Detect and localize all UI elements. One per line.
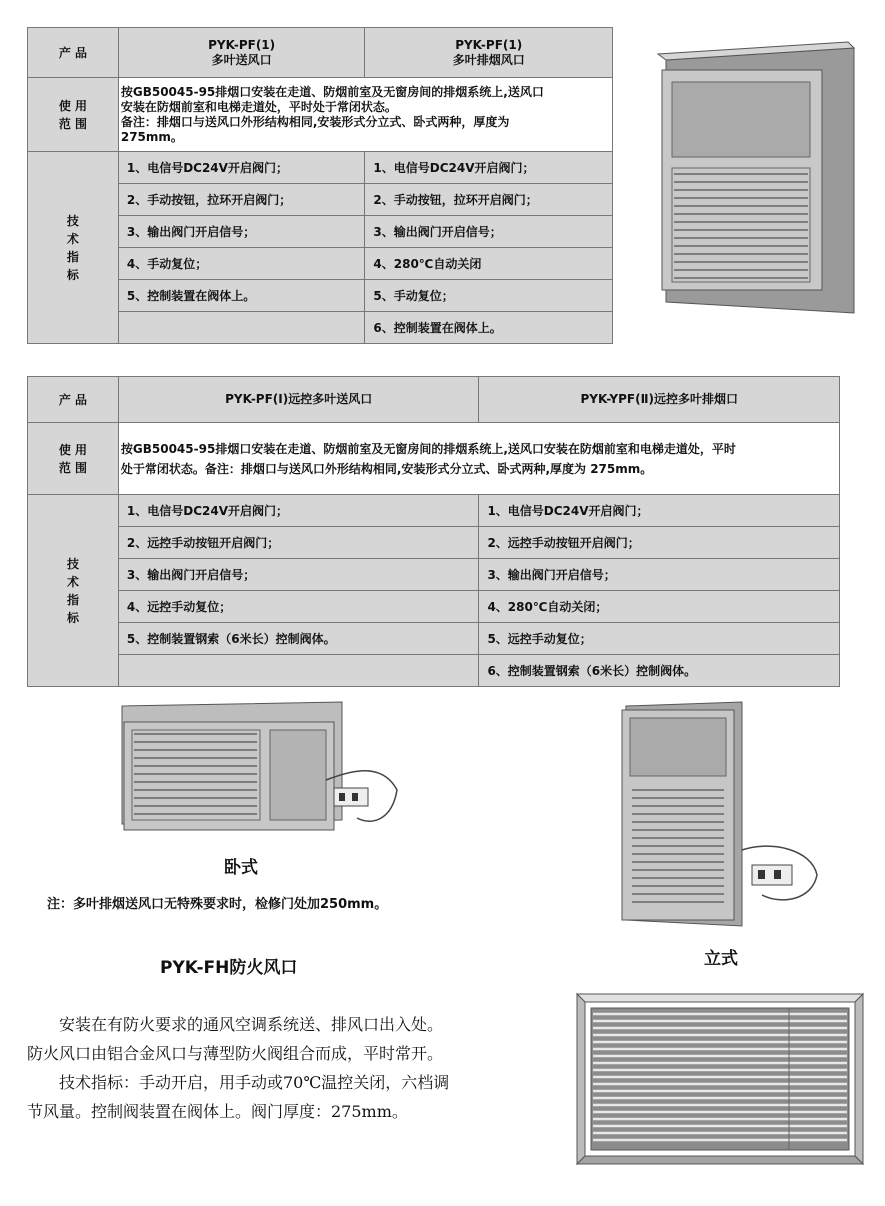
caption-horizontal: 卧式: [224, 858, 258, 878]
spec-item: 2、手动按钮，拉环开启阀门；: [118, 184, 365, 216]
fh-title: PYK-FH防火风口: [160, 958, 298, 978]
spec-item: [118, 312, 365, 344]
vent-photo-vertical-remote: [612, 700, 827, 930]
spec-item: 4、280℃自动关闭；: [479, 591, 840, 623]
fh-para-2-line-2: 节风量。控制阀装置在阀体上。阀门厚度：275mm。: [27, 1102, 408, 1121]
spec-item: 2、远控手动按钮开启阀门；: [479, 527, 840, 559]
scope-label: 使 用 范 围: [28, 423, 119, 495]
spec-item: 6、控制装置在阀体上。: [365, 312, 613, 344]
spec-item: 3、输出阀门开启信号；: [118, 216, 365, 248]
fh-description: [27, 1010, 547, 1126]
scope-label: 使 用 范 围: [28, 78, 119, 152]
fh-vent-photo: [575, 992, 865, 1167]
spec-table-2: [27, 376, 840, 687]
col2-title: PYK-PF(1) 多叶排烟风口: [365, 28, 613, 78]
spec-item: 5、远控手动复位；: [479, 623, 840, 655]
fh-para-1-line-1: 安装在有防火要求的通风空调系统送、排风口出入处。: [59, 1015, 444, 1034]
spec-item: 3、输出阀门开启信号；: [118, 559, 479, 591]
fh-para-2-line-1: 技术指标：手动开启，用手动或70℃温控关闭，六档调: [59, 1073, 450, 1092]
col2-title: PYK-YPF(Ⅱ)远控多叶排烟口: [479, 377, 840, 423]
spec-item: 3、输出阀门开启信号；: [479, 559, 840, 591]
spec-item: 1、电信号DC24V开启阀门；: [479, 495, 840, 527]
product-label: 产 品: [28, 377, 119, 423]
spec-item: 1、电信号DC24V开启阀门；: [118, 152, 365, 184]
col1-title: PYK-PF(1) 多叶送风口: [118, 28, 365, 78]
spec-item: 4、手动复位；: [118, 248, 365, 280]
tech-label: 技 术 指 标: [28, 152, 119, 344]
vent-photo-horizontal: [112, 700, 402, 850]
caption-vertical: 立式: [704, 949, 738, 969]
spec-item: 3、输出阀门开启信号；: [365, 216, 613, 248]
spec-item: 2、手动按钮，拉环开启阀门；: [365, 184, 613, 216]
spec-item: 5、控制装置在阀体上。: [118, 280, 365, 312]
col1-title: PYK-PF(Ⅰ)远控多叶送风口: [118, 377, 479, 423]
caption-note: 注：多叶排烟送风口无特殊要求时，检修门处加250mm。: [47, 897, 388, 912]
spec-item: 2、远控手动按钮开启阀门；: [118, 527, 479, 559]
spec-item: 4、远控手动复位；: [118, 591, 479, 623]
tech-label: 技 术 指 标: [28, 495, 119, 687]
spec-item: 5、手动复位；: [365, 280, 613, 312]
vent-photo-vertical: [648, 40, 863, 325]
spec-item: 5、控制装置钢索（6米长）控制阀体。: [118, 623, 479, 655]
product-label: 产 品: [28, 28, 119, 78]
spec-item: 4、280℃自动关闭: [365, 248, 613, 280]
scope-text: 按GB50045-95排烟口安装在走道、防烟前室及无窗房间的排烟系统上,送风口 安装在防烟前室和电梯走道处，平时处于常闭状态。 备注：排烟口与送风口外形结构相同,安装形式分立式、卧式两种，厚度为 275mm。: [118, 78, 612, 152]
spec-item: 1、电信号DC24V开启阀门；: [365, 152, 613, 184]
spec-table-1: [27, 27, 613, 344]
fh-para-1-line-2: 防火风口由铝合金风口与薄型防火阀组合而成，平时常开。: [27, 1044, 444, 1063]
spec-item: [118, 655, 479, 687]
spec-item: 1、电信号DC24V开启阀门；: [118, 495, 479, 527]
scope-text: 按GB50045-95排烟口安装在走道、防烟前室及无窗房间的排烟系统上,送风口安装在防烟前室和电梯走道处，平时 处于常闭状态。备注：排烟口与送风口外形结构相同,安装形式分立式、卧式两种,厚度为 275mm。: [118, 423, 839, 495]
spec-item: 6、控制装置钢索（6米长）控制阀体。: [479, 655, 840, 687]
